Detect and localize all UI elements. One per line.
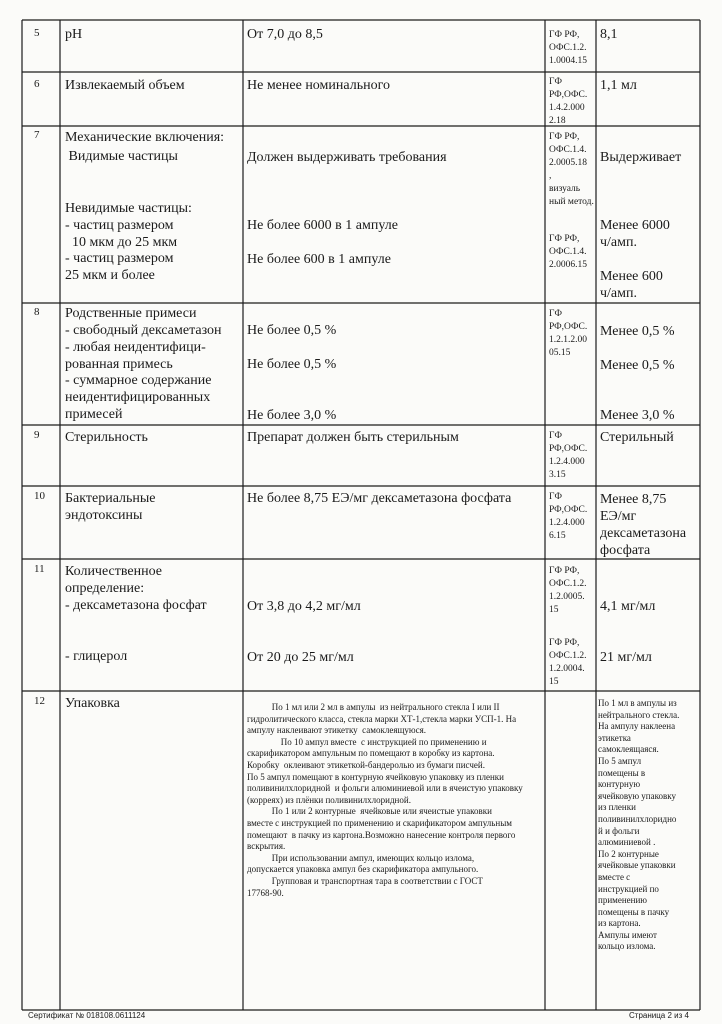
packaging-line: При использовании ампул, имеющих кольцо излома, (247, 852, 475, 863)
method: ОФС.1.4. (549, 145, 587, 155)
method: 1.2.1.2.00 (549, 335, 587, 345)
result: Стерильный (600, 430, 674, 445)
norm: Должен выдерживать требования (247, 150, 447, 165)
norm: Не более 8,75 ЕЭ/мг дексаметазона фосфата (247, 491, 512, 506)
packaging-line: По 5 ампул помещают в контурную ячейковую упаковку из пленки (247, 771, 504, 782)
result: Выдерживает (600, 150, 682, 165)
method: , (549, 171, 552, 181)
packaging-result-line: помещены в пачку (598, 906, 670, 917)
indicator: - глицерол (65, 649, 128, 664)
method: РФ,ОФС. (549, 90, 588, 100)
packaging-result-line: из картона. (598, 918, 641, 929)
method: ГФ РФ, (549, 638, 580, 648)
method: ГФ РФ, (549, 566, 580, 576)
packaging-result-line: й и фольги (598, 825, 640, 836)
method: 1.2.4.000 (549, 518, 585, 528)
method: визуаль (549, 184, 581, 194)
method: ОФС.1.2. (549, 579, 587, 589)
indicator: - частиц размером (65, 251, 174, 266)
packaging-result-line: По 5 ампул (598, 755, 642, 766)
result: фосфата (600, 543, 651, 558)
packaging-result-line: По 2 контурные (598, 848, 659, 859)
indicator: - суммарное содержание (65, 373, 212, 388)
packaging-result-line: этикетка (598, 732, 631, 743)
result: 1,1 мл (600, 78, 637, 93)
row-number: 5 (34, 27, 40, 39)
packaging-line: Групповая и транспортная тара в соответствии с ГОСТ (247, 875, 483, 886)
method: 1.2.4.000 (549, 457, 585, 467)
indicator: Количественное (65, 564, 162, 579)
row-number: 7 (34, 129, 40, 141)
packaging-result-line: По 1 мл в ампулы из (598, 698, 677, 708)
indicator: Извлекаемый объем (65, 78, 185, 93)
packaging-result-line: Ампулы имеют (598, 929, 657, 940)
packaging-line: По 10 ампул вместе с инструкцией по применению и (247, 736, 487, 747)
indicator: рованная примесь (65, 357, 173, 372)
result: ЕЭ/мг (600, 509, 637, 524)
result: ч/амп. (600, 286, 637, 301)
method: 1.2.0004. (549, 664, 585, 674)
indicator: эндотоксины (65, 508, 143, 523)
result: дексаметазона (600, 526, 687, 541)
packaging-result-line: применению (598, 895, 647, 906)
method: РФ,ОФС. (549, 322, 588, 332)
method: ОФС.1.2. (549, 43, 587, 53)
indicator: Невидимые частицы: (65, 201, 192, 216)
method: 2.18 (549, 116, 566, 126)
method: ГФ РФ, (549, 30, 580, 40)
packaging-line: По 1 мл или 2 мл в ампулы из нейтрального стекла I или II (247, 702, 500, 712)
packaging-line: (корреях) из плёнки поливинилхлоридной. (247, 794, 411, 805)
method: 3.15 (549, 470, 566, 480)
packaging-line: поливинилхлоридной и фольги алюминиевой или в ячеистую упаковку (247, 783, 523, 794)
row-number: 9 (34, 429, 40, 441)
method: ГФ (549, 431, 562, 441)
result: Менее 3,0 % (600, 408, 675, 423)
packaging-result-line: вместе с (598, 871, 631, 882)
method: ГФ РФ, (549, 234, 580, 244)
indicator: Бактериальные (65, 491, 156, 506)
indicator: примесей (65, 407, 123, 422)
method: 6.15 (549, 531, 566, 541)
packaging-result-line: поливинилхлоридно (598, 813, 677, 824)
result: ч/амп. (600, 235, 637, 250)
packaging-result-line: кольцо излома. (598, 941, 656, 952)
method: 15 (549, 605, 559, 615)
row-number: 8 (34, 306, 40, 318)
method: 15 (549, 677, 559, 687)
packaging-line: скарификатором ампульным по помещают в коробку из картона. (247, 748, 495, 759)
indicator: Стерильность (65, 430, 148, 445)
method: 2.0005.18 (549, 158, 587, 168)
result: Менее 600 (600, 269, 663, 284)
row-number: 10 (34, 490, 45, 502)
packaging-result (598, 698, 699, 953)
norm: От 7,0 до 8,5 (247, 27, 323, 42)
certificate-number: Сертификат № 018108.0611124 (28, 1011, 146, 1020)
result: Менее 0,5 % (600, 358, 675, 373)
row-number: 11 (34, 563, 45, 575)
packaging-line: вскрытия. (247, 841, 286, 852)
packaging-result-line: ячейковые упаковки (598, 860, 676, 871)
packaging-line: вместе с инструкцией по применению и скарификатором ампульным (247, 817, 512, 828)
method: 2.0006.15 (549, 260, 587, 270)
indicator: Упаковка (65, 696, 120, 711)
indicator: - дексаметазона фосфат (65, 598, 207, 613)
indicator: - частиц размером (65, 218, 174, 233)
norm: Не более 600 в 1 ампуле (247, 252, 391, 267)
row-number: 6 (34, 78, 40, 90)
packaging-result-line: инструкцией по (598, 883, 659, 894)
indicator: неидентифицированных (65, 390, 211, 405)
norm: От 20 до 25 мг/мл (247, 650, 354, 665)
norm: От 3,8 до 4,2 мг/мл (247, 599, 361, 614)
result: Менее 6000 (600, 218, 670, 233)
packaging-result-line: самоклеящаяся. (598, 744, 659, 755)
result: Менее 0,5 % (600, 324, 675, 339)
packaging-result-line: помещены в (598, 767, 646, 778)
result: Менее 8,75 (600, 492, 667, 507)
method: 1.4.2.000 (549, 103, 585, 113)
method: ный метод. (549, 197, 594, 207)
norm: Не более 0,5 % (247, 323, 337, 338)
page-number: Страница 2 из 4 (629, 1011, 689, 1020)
norm: Препарат должен быть стерильным (247, 430, 459, 445)
packaging-result-line: из пленки (598, 802, 636, 813)
packaging-line: гидролитического класса, стекла марки ХТ-1,стекла марки УСП-1. На (247, 713, 517, 724)
row-number: 12 (34, 695, 45, 707)
packaging-norm (247, 702, 542, 899)
packaging-result-line: ячейковую упаковку (598, 790, 677, 801)
method: 1.2.0005. (549, 592, 585, 602)
result: 21 мг/мл (600, 650, 652, 665)
indicator: pH (65, 27, 83, 42)
indicator: 25 мкм и более (65, 268, 155, 283)
packaging-result-line: контурную (598, 779, 641, 790)
norm: Не менее номинального (247, 78, 390, 93)
norm: Не более 3,0 % (247, 408, 337, 423)
indicator: определение: (65, 581, 145, 596)
packaging-line: допускается упаковка ампул без скарификатора ампульного. (247, 864, 479, 875)
norm: Не более 6000 в 1 ампуле (247, 218, 398, 233)
method: ОФС.1.4. (549, 247, 587, 257)
method: ГФ (549, 492, 562, 502)
method: ГФ РФ, (549, 132, 580, 142)
indicator: Видимые частицы (65, 149, 178, 164)
method: РФ,ОФС. (549, 444, 588, 454)
packaging-result-line: алюминиевой . (598, 837, 656, 848)
packaging-line: помещают в пачку из картона.Возможно нанесение контроля первого (247, 829, 516, 840)
result: 4,1 мг/мл (600, 599, 656, 614)
result: 8,1 (600, 27, 618, 42)
indicator: - любая неидентифици- (65, 340, 206, 355)
method: ОФС.1.2. (549, 651, 587, 661)
packaging-result-line: нейтрального стекла. (598, 709, 680, 720)
indicator: - свободный дексаметазон (65, 323, 222, 338)
method: ГФ (549, 309, 562, 319)
packaging-line: 17768-90. (247, 887, 284, 898)
indicator: Механические включения: (65, 130, 225, 145)
indicator: Родственные примеси (65, 306, 197, 321)
indicator: 10 мкм до 25 мкм (65, 235, 178, 250)
method: 05.15 (549, 348, 571, 358)
packaging-line: Коробку оклеивают этикеткой-бандеролью из бумаги писчей. (247, 759, 485, 770)
packaging-line: По 1 или 2 контурные ячейковые или ячеистые упаковки (247, 806, 492, 817)
packaging-result-line: На ампулу наклеена (598, 721, 676, 732)
packaging-line: ампулу наклеивают этикетку самоклеящуюся. (247, 725, 427, 736)
method: ГФ (549, 77, 562, 87)
norm: Не более 0,5 % (247, 357, 337, 372)
method: РФ,ОФС. (549, 505, 588, 515)
method: 1.0004.15 (549, 56, 587, 66)
